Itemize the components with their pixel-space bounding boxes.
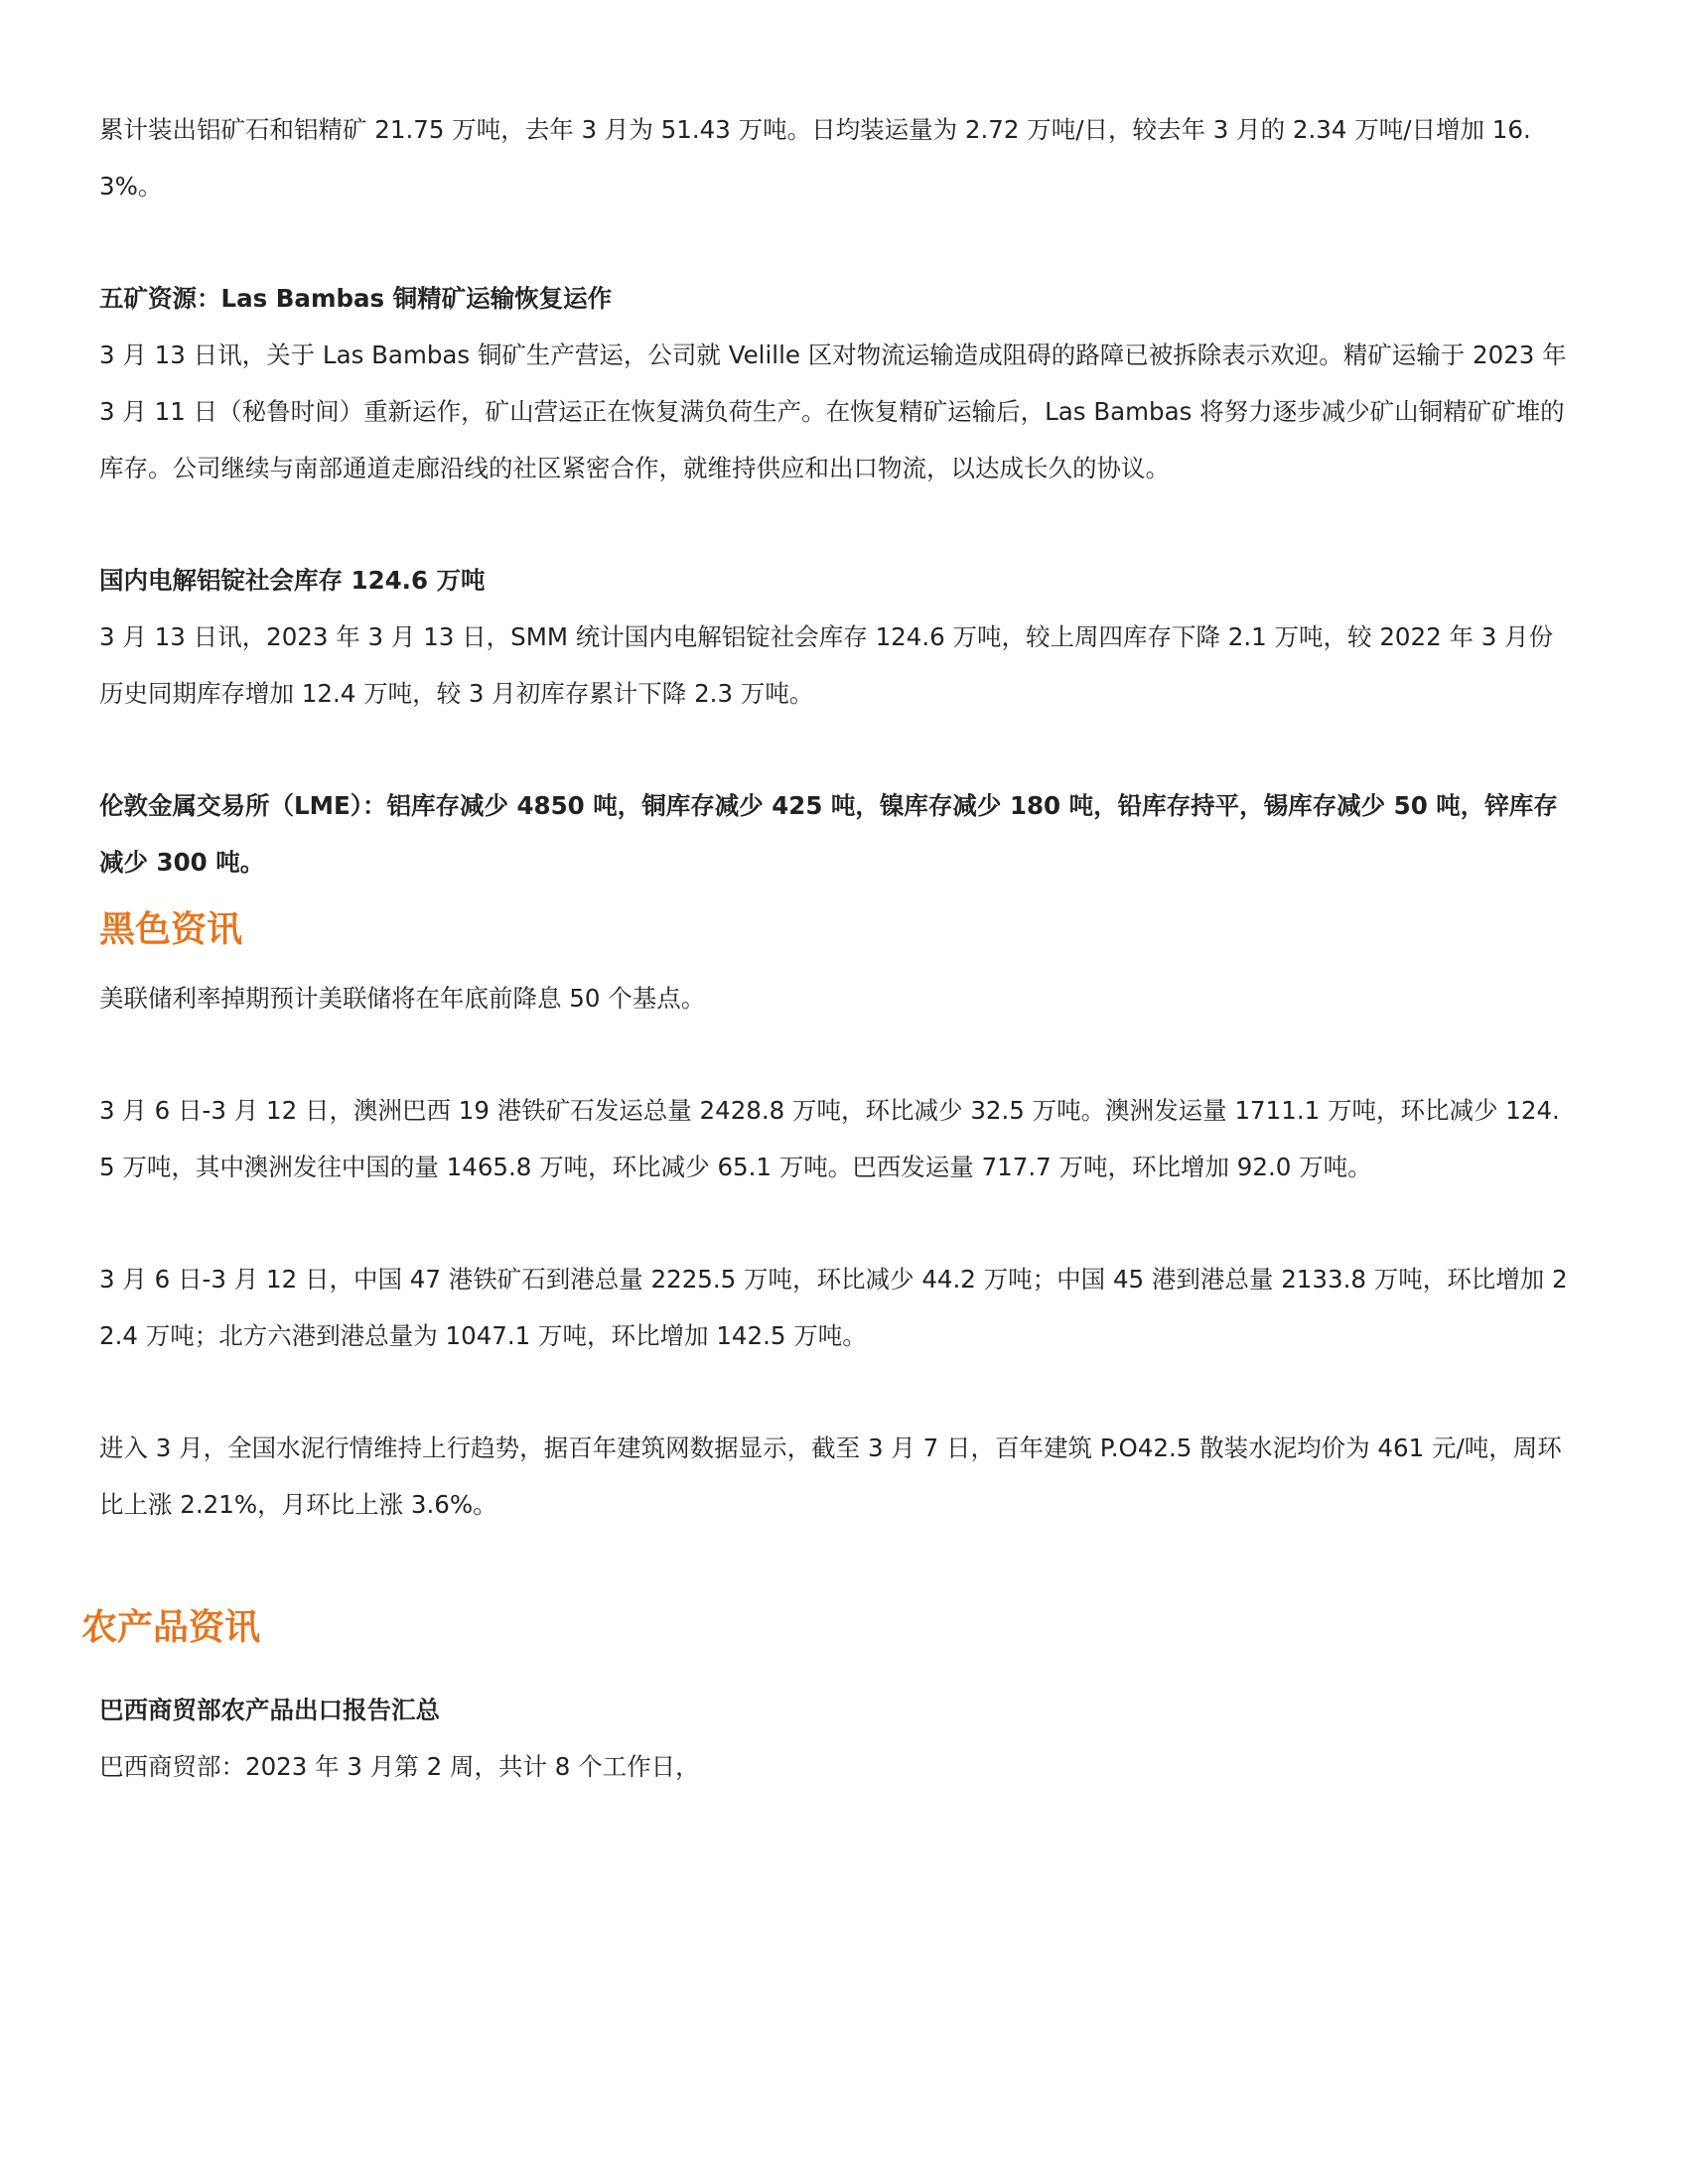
aluminum-inventory-title: 国内电解铝锭社会库存 124.6 万吨 xyxy=(99,566,486,595)
iron-ore-shipment-paragraph: 3 月 6 日-3 月 12 日，澳洲巴西 19 港铁矿石发运总量 2428.8 万吨，环比减少 32.5 万吨。澳洲发运量 1711.1 万吨，环比减少 124.5 万吨，其中澳洲发往中国的量 1465.8 万吨，环比减少 65.1 万吨。巴西发运量 717.7 万吨，环比增加 92.0 万吨。 xyxy=(99,1096,1560,1181)
ferrous-section-heading: 黑色资讯 xyxy=(99,909,243,950)
bauxite-shipment-paragraph: 累计装出铝矿石和铝精矿 21.75 万吨，去年 3 月为 51.43 万吨。日均装运量为 2.72 万吨/日，较去年 3 月的 2.34 万吨/日增加 16.3%。 xyxy=(99,115,1531,201)
spacer xyxy=(99,1533,1569,1588)
spacer xyxy=(99,1588,1569,1602)
page-content xyxy=(81,101,1569,1795)
spacer xyxy=(99,956,1569,970)
brazil-export-title: 巴西商贸部农产品出口报告汇总 xyxy=(99,1696,440,1724)
lme-inventory-paragraph: 伦敦金属交易所（LME）：铝库存减少 4850 吨，铜库存减少 425 吨，镍库存减少 180 吨，铅库存持平，锡库存减少 50 吨，锌库存减少 300 吨。 xyxy=(99,791,1558,877)
brazil-export-body: 巴西商贸部：2023 年 3 月第 2 周，共计 8 个工作日， xyxy=(99,1752,700,1781)
spacer xyxy=(99,496,1569,552)
spacer xyxy=(99,1026,1569,1082)
spacer xyxy=(99,1364,1569,1420)
spacer xyxy=(99,1668,1569,1682)
iron-ore-arrival-paragraph: 3 月 6 日-3 月 12 日，中国 47 港铁矿石到港总量 2225.5 万吨，环比减少 44.2 万吨；中国 45 港到港总量 2133.8 万吨，环比增加 22.4 万吨；北方六港到港总量为 1047.1 万吨，环比增加 142.5 万吨。 xyxy=(99,1265,1568,1350)
spacer xyxy=(99,214,1569,270)
cement-price-paragraph: 进入 3 月，全国水泥行情维持上行趋势，据百年建筑网数据显示，截至 3 月 7 日，百年建筑 P.O42.5 散装水泥均价为 461 元/吨，周环比上涨 2.21%，月环比上涨 3.6%。 xyxy=(99,1433,1562,1519)
spacer xyxy=(99,1654,1569,1668)
spacer xyxy=(99,890,1569,904)
mmg-news-body: 3 月 13 日讯，关于 Las Bambas 铜矿生产营运，公司就 Velille 区对物流运输造成阻碍的路障已被拆除表示欢迎。精矿运输于 2023 年 3 月 11 日（秘鲁时间）重新运作，矿山营运正在恢复满负荷生产。在恢复精矿运输后，Las Bambas 将努力逐步减少矿山铜精矿矿堆的库存。公司继续与南部通道走廊沿线的社区紧密合作，就维持供应和出口物流，以达成长久的协议。 xyxy=(99,341,1567,482)
spacer xyxy=(99,1195,1569,1251)
agri-section-heading: 农产品资讯 xyxy=(81,1607,261,1648)
spacer xyxy=(99,722,1569,777)
mmg-news-title: 五矿资源：Las Bambas 铜精矿运输恢复运作 xyxy=(99,284,613,313)
fed-rate-paragraph: 美联储利率掉期预计美联储将在年底前降息 50 个基点。 xyxy=(99,984,706,1013)
aluminum-inventory-body: 3 月 13 日讯，2023 年 3 月 13 日，SMM 统计国内电解铝锭社会库存 124.6 万吨，较上周四库存下降 2.1 万吨，较 2022 年 3 月份历史同期库存增加 12.4 万吨，较 3 月初库存累计下降 2.3 万吨。 xyxy=(99,622,1554,708)
